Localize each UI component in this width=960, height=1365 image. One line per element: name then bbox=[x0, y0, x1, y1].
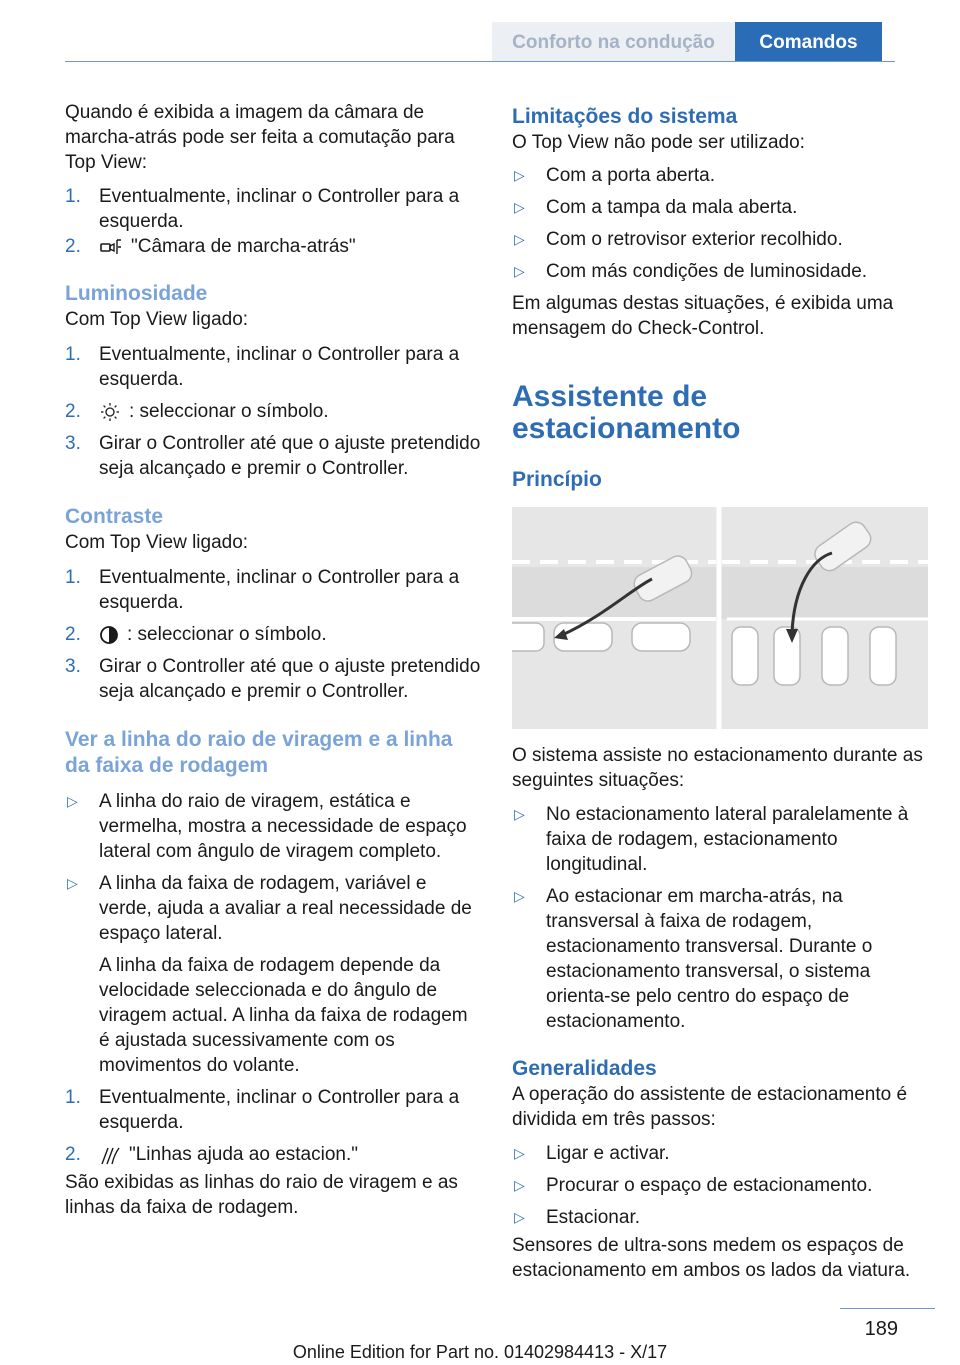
list-item bbox=[512, 259, 928, 284]
list-item bbox=[65, 431, 481, 481]
bullet-text: No estacionamento lateral paralelamente à faixa de rodagem, estacionamento longitudinal. bbox=[546, 804, 909, 875]
step-text: Girar o Controller até que o ajuste pretendido seja alcançado e premir o Controller. bbox=[99, 656, 481, 702]
bullet-text: Ligar e activar. bbox=[546, 1143, 670, 1164]
closing-text: Em algumas destas situações, é exibida uma mensagem do Check-Control. bbox=[512, 293, 894, 339]
bullet-triangle-icon: ▷ bbox=[514, 1177, 525, 1193]
parking-assistant-illustration bbox=[512, 507, 928, 729]
bullet-text: Ao estacionar em marcha-atrás, na transversal à faixa de rodagem, estacionamento transversal. Durante o estacionamento transversal, o sistema orienta-se pelo centro do espaço de estacionamento. bbox=[546, 886, 873, 1032]
parking-lines-icon bbox=[99, 1144, 121, 1166]
intro-text: Quando é exibida a imagem da câmara de marcha-atrás pode ser feita a comutação para Top View: bbox=[65, 102, 455, 173]
list-item bbox=[512, 227, 928, 252]
bullet-triangle-icon: ▷ bbox=[514, 806, 525, 822]
list-item bbox=[512, 802, 928, 877]
bullet-triangle-icon: ▷ bbox=[514, 263, 525, 279]
section-lead: O Top View não pode ser utilizado: bbox=[512, 132, 805, 153]
brightness-icon bbox=[99, 401, 121, 423]
step-number: 3. bbox=[65, 656, 81, 677]
step-text: Girar o Controller até que o ajuste pretendido seja alcançado e premir o Controller. bbox=[99, 433, 481, 479]
section-title-principle: Princípio bbox=[512, 468, 602, 491]
list-item bbox=[65, 399, 481, 424]
list-item bbox=[512, 1141, 928, 1166]
list-item bbox=[65, 184, 481, 234]
step-number: 1. bbox=[65, 344, 81, 365]
list-item bbox=[512, 1173, 928, 1198]
bullet-triangle-icon: ▷ bbox=[514, 231, 525, 247]
step-text: "Câmara de marcha-atrás" bbox=[131, 236, 356, 257]
step-text: Eventualmente, inclinar o Controller para a esquerda. bbox=[99, 567, 460, 613]
bullet-triangle-icon: ▷ bbox=[514, 1209, 525, 1225]
list-item bbox=[65, 1085, 481, 1135]
section-lead: Com Top View ligado: bbox=[65, 309, 249, 330]
list-item bbox=[512, 163, 928, 188]
bullet-continuation: A linha da faixa de rodagem depende da velocidade seleccionada e do ângulo de viragem actual. A linha da faixa de rodagem é ajustada sucessivamente com os movimentos do volante. bbox=[99, 955, 468, 1076]
list-item bbox=[65, 789, 481, 864]
bullet-triangle-icon: ▷ bbox=[514, 1145, 525, 1161]
list-item bbox=[512, 195, 928, 220]
step-number: 3. bbox=[65, 433, 81, 454]
bullet-triangle-icon: ▷ bbox=[67, 793, 78, 809]
step-text: "Linhas ajuda ao estacion." bbox=[129, 1144, 358, 1165]
list-item bbox=[512, 1205, 928, 1230]
closing-text: Sensores de ultra-sons medem os espaços de estacionamento em ambos os lados da viatura. bbox=[512, 1235, 911, 1281]
bullet-text: Com o retrovisor exterior recolhido. bbox=[546, 229, 843, 250]
step-number: 2. bbox=[65, 401, 81, 422]
step-number: 1. bbox=[65, 186, 81, 207]
camera-icon bbox=[99, 237, 123, 257]
bullet-triangle-icon: ▷ bbox=[67, 875, 78, 891]
header-divider bbox=[65, 61, 895, 62]
bullet-triangle-icon: ▷ bbox=[514, 888, 525, 904]
right-column bbox=[512, 100, 928, 1283]
list-item bbox=[65, 871, 481, 1078]
bullet-text: Com a porta aberta. bbox=[546, 165, 715, 186]
section-title-contrast: Contraste bbox=[65, 505, 164, 528]
section-title-general: Generalidades bbox=[512, 1057, 657, 1080]
bullet-text: A linha do raio de viragem, estática e vermelha, mostra a necessidade de espaço lateral com ângulo de viragem completo. bbox=[99, 791, 467, 862]
step-number: 1. bbox=[65, 1087, 81, 1108]
step-number: 2. bbox=[65, 236, 81, 257]
step-text: Eventualmente, inclinar o Controller para a esquerda. bbox=[99, 344, 460, 390]
bullet-text: A linha da faixa de rodagem, variável e verde, ajuda a avaliar a real necessidade de espaço lateral. bbox=[99, 873, 472, 944]
chapter-title: Assistente de estacionamento bbox=[512, 380, 741, 445]
step-number: 1. bbox=[65, 567, 81, 588]
list-item bbox=[65, 654, 481, 704]
step-text: Eventualmente, inclinar o Controller para a esquerda. bbox=[99, 1087, 460, 1133]
bullet-text: Estacionar. bbox=[546, 1207, 640, 1228]
left-column bbox=[65, 100, 481, 1220]
contrast-icon bbox=[99, 625, 119, 645]
list-item bbox=[512, 884, 928, 1034]
section-title-lines: Ver a linha do raio de viragem e a linha da faixa de rodagem bbox=[65, 728, 453, 777]
bullet-text: Com a tampa da mala aberta. bbox=[546, 197, 798, 218]
header-chapter-tab: Comandos bbox=[735, 22, 882, 62]
list-item bbox=[65, 1142, 481, 1167]
section-title-limitations: Limitações do sistema bbox=[512, 105, 738, 128]
bullet-text: Com más condições de luminosidade. bbox=[546, 261, 868, 282]
step-number: 2. bbox=[65, 624, 81, 645]
step-text: : seleccionar o símbolo. bbox=[129, 401, 329, 422]
bullet-triangle-icon: ▷ bbox=[514, 167, 525, 183]
section-lead: O sistema assiste no estacionamento durante as seguintes situações: bbox=[512, 745, 923, 791]
header-section-tab: Conforto na condução bbox=[492, 22, 735, 62]
footer-divider bbox=[840, 1308, 935, 1309]
step-text: : seleccionar o símbolo. bbox=[127, 624, 327, 645]
list-item bbox=[65, 565, 481, 615]
bullet-text: Procurar o espaço de estacionamento. bbox=[546, 1175, 873, 1196]
footer-edition-text: Online Edition for Part no. 01402984413 - X/17 bbox=[292, 1342, 668, 1362]
section-lead: Com Top View ligado: bbox=[65, 532, 249, 553]
section-title-brightness: Luminosidade bbox=[65, 282, 208, 305]
bullet-triangle-icon: ▷ bbox=[514, 199, 525, 215]
list-item bbox=[65, 342, 481, 392]
step-number: 2. bbox=[65, 1144, 81, 1165]
list-item bbox=[65, 622, 481, 647]
list-item bbox=[65, 234, 481, 259]
page-number: 189 bbox=[864, 1318, 898, 1340]
closing-text: São exibidas as linhas do raio de viragem e as linhas da faixa de rodagem. bbox=[65, 1172, 458, 1218]
step-text: Eventualmente, inclinar o Controller para a esquerda. bbox=[99, 186, 460, 232]
section-lead: A operação do assistente de estacionamento é dividida em três passos: bbox=[512, 1084, 908, 1130]
